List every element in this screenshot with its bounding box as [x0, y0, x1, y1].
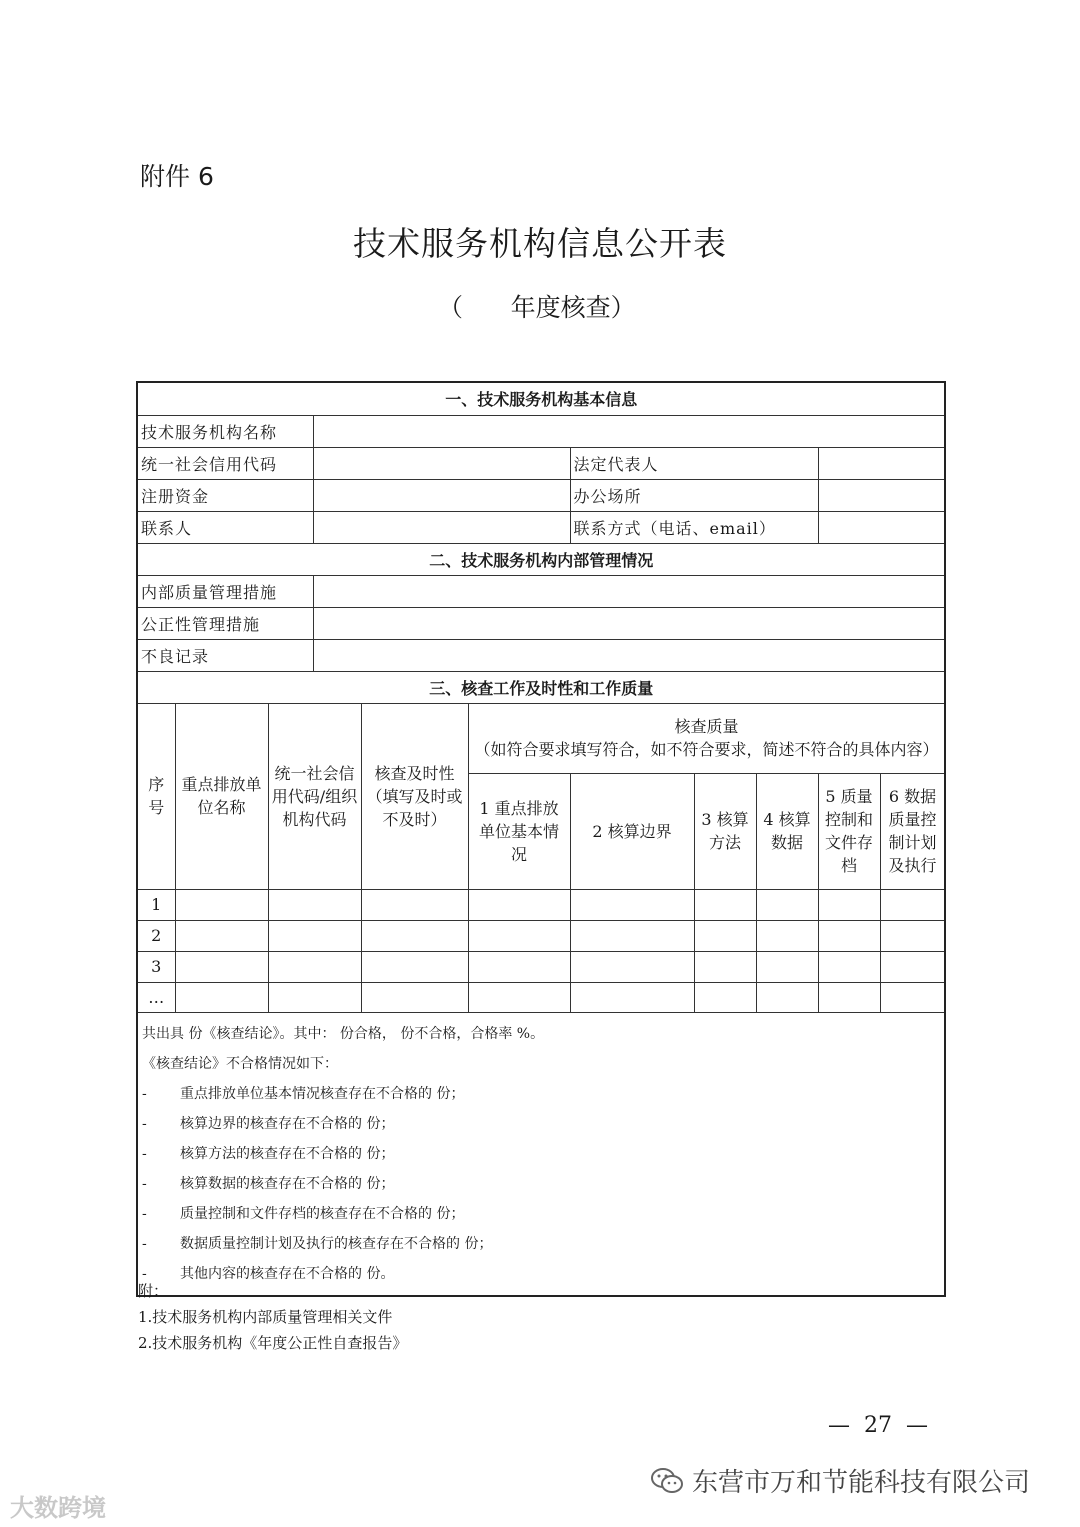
- sub-col-method: 3 核算方法: [694, 773, 756, 889]
- bad-record-label: 不良记录: [137, 639, 313, 671]
- summary-item: [142, 1169, 941, 1199]
- summary-item-text: 其他内容的核查存在不合格的 份。: [180, 1265, 395, 1282]
- dash-mark: -: [142, 1265, 147, 1282]
- summary-item-text: 核算边界的核查存在不合格的 份；: [180, 1115, 395, 1132]
- sub-col-data: 4 核算数据: [756, 773, 818, 889]
- wechat-icon: [650, 1467, 684, 1495]
- table-row: [137, 889, 945, 920]
- summary-item: [142, 1109, 941, 1139]
- table-row: [137, 982, 945, 1012]
- quality-title: 核查质量: [674, 717, 739, 736]
- dash-mark: -: [142, 1235, 147, 1252]
- attachment-note-item: 1.技术服务机构内部质量管理相关文件: [138, 1308, 393, 1326]
- summary-item: [142, 1139, 941, 1169]
- attachment-notes: [138, 1278, 407, 1356]
- contact-person-label: 联系人: [137, 511, 313, 543]
- non-conformity-summary: [137, 1012, 945, 1296]
- page-number: — 27 —: [828, 1413, 928, 1438]
- row-number: 1: [137, 889, 175, 920]
- col-timely-header: 核查及时性（填写及时或不及时）: [361, 703, 468, 889]
- sub-col-data-quality-plan: 6 数据质量控制计划及执行: [880, 773, 945, 889]
- sub-col-boundary: 2 核算边界: [570, 773, 694, 889]
- reg-capital-label: 注册资金: [137, 479, 313, 511]
- attachment-notes-label: 附：: [138, 1282, 169, 1300]
- col-seq-header: 序号: [137, 703, 175, 889]
- row-number: 2: [137, 920, 175, 951]
- quality-header: [468, 703, 945, 773]
- watermark-company: [650, 1462, 1030, 1499]
- sub-col-quality-control: 5 质量控制和文件存档: [818, 773, 880, 889]
- contact-person-value: [313, 511, 570, 543]
- sub-col-basic-info: 1 重点排放单位基本情况: [468, 773, 570, 889]
- quality-note: （如符合要求填写符合，如不符合要求，简述不符合的具体内容）: [474, 740, 939, 759]
- attachment-note-item: 2.技术服务机构《年度公正性自查报告》: [138, 1334, 408, 1352]
- summary-item: [142, 1229, 941, 1259]
- legal-rep-label: 法定代表人: [570, 447, 818, 479]
- summary-line-2: 《核查结论》不合格情况如下：: [142, 1055, 338, 1072]
- office-label: 办公场所: [570, 479, 818, 511]
- impartiality-label: 公正性管理措施: [137, 607, 313, 639]
- org-name-value: [313, 415, 945, 447]
- row-number: 3: [137, 951, 175, 982]
- dash-mark: -: [142, 1175, 147, 1192]
- quality-measures-value: [313, 575, 945, 607]
- col-unit-header: 重点排放单位名称: [175, 703, 268, 889]
- summary-item-text: 数据质量控制计划及执行的核查存在不合格的 份；: [180, 1235, 493, 1252]
- table-row: [137, 951, 945, 982]
- summary-item: [142, 1199, 941, 1229]
- row-number: …: [137, 982, 175, 1012]
- summary-item-text: 核算数据的核查存在不合格的 份；: [180, 1175, 395, 1192]
- section3-heading: 三、核查工作及时性和工作质量: [137, 671, 945, 703]
- summary-item: [142, 1079, 941, 1109]
- credit-code-value: [313, 447, 570, 479]
- quality-measures-label: 内部质量管理措施: [137, 575, 313, 607]
- document-subtitle: （ 年度核查）: [438, 293, 636, 322]
- section2-heading: 二、技术服务机构内部管理情况: [137, 543, 945, 575]
- attachment-label: 附件 6: [140, 162, 214, 191]
- table-row: [137, 920, 945, 951]
- watermark-company-name: 东营市万和节能科技有限公司: [692, 1468, 1031, 1498]
- reg-capital-value: [313, 479, 570, 511]
- dash-mark: -: [142, 1115, 147, 1132]
- dash-mark: -: [142, 1085, 147, 1102]
- summary-item-text: 核算方法的核查存在不合格的 份；: [180, 1145, 395, 1162]
- summary-line-1: 共出具 份《核查结论》。其中： 份合格， 份不合格，合格率 %。: [142, 1025, 545, 1042]
- impartiality-value: [313, 607, 945, 639]
- section1-heading: 一、技术服务机构基本信息: [137, 382, 945, 415]
- contact-method-label: 联系方式（电话、email）: [570, 511, 818, 543]
- legal-rep-value: [818, 447, 945, 479]
- dash-mark: -: [142, 1205, 147, 1222]
- credit-code-label: 统一社会信用代码: [137, 447, 313, 479]
- watermark-logo: 大数跨境: [10, 1494, 106, 1522]
- summary-item-text: 质量控制和文件存档的核查存在不合格的 份；: [180, 1205, 465, 1222]
- contact-method-value: [818, 511, 945, 543]
- office-value: [818, 479, 945, 511]
- col-code-header: 统一社会信用代码/组织机构代码: [268, 703, 361, 889]
- document-title: 技术服务机构信息公开表: [353, 224, 727, 263]
- bad-record-value: [313, 639, 945, 671]
- summary-item-text: 重点排放单位基本情况核查存在不合格的 份；: [180, 1085, 465, 1102]
- org-name-label: 技术服务机构名称: [137, 415, 313, 447]
- dash-mark: -: [142, 1145, 147, 1162]
- info-disclosure-table: [136, 381, 946, 1297]
